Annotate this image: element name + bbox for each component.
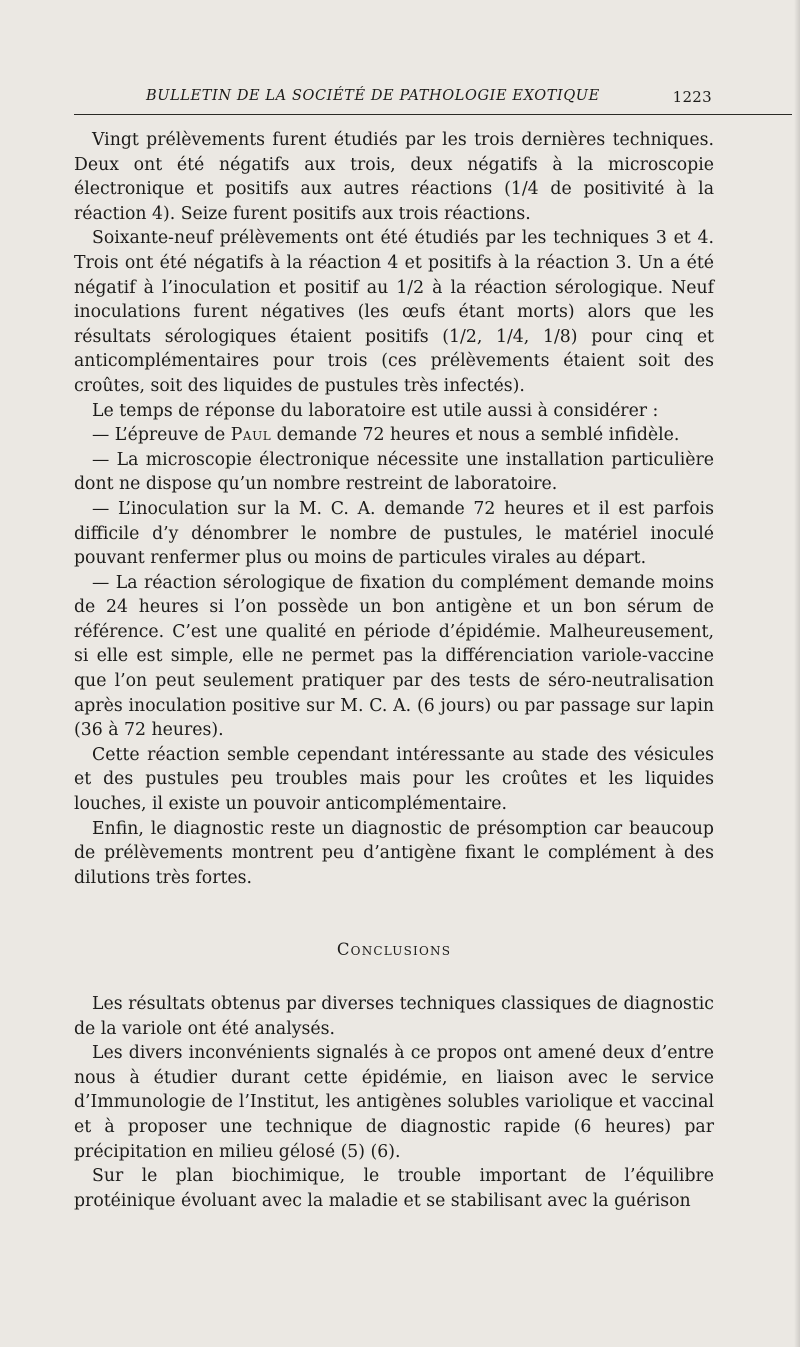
author-name-paul: Paul (230, 425, 272, 446)
paragraph: Le temps de réponse du laboratoire est utile aussi à considérer : (92, 400, 659, 421)
paul-item-prefix: — L’épreuve de (92, 425, 231, 446)
journal-title: BULLETIN DE LA SOCIÉTÉ DE PATHOLOGIE EXOTIQUE (146, 88, 600, 104)
paragraph: — L’inoculation sur la M. C. A. demande 72 heures et il est parfois difficile d’y dénombrer le nombre de pustules, le matériel inoculé pouvant renfermer plus ou moins de particules virales au départ. (74, 498, 714, 569)
body-text-upper (74, 128, 714, 890)
paragraph: Les divers inconvénients signalés à ce propos ont amené deux d’entre nous à étudier durant cette épidémie, en liaison avec le service d’Immunologie de l’Institut, les antigènes solubles variolique et vaccinal et à proposer une technique de diagnostic rapide (6 heures) par précipitation en milieu gélosé (5) (6). (74, 1043, 714, 1162)
paul-item-suffix: demande 72 heures et nous a semblé infidèle. (271, 425, 680, 446)
paragraph: Enfin, le diagnostic reste un diagnostic de présomption car beaucoup de prélèvements montrent peu d’antigène fixant le complément à des dilutions très fortes. (74, 818, 714, 888)
paragraph: — La réaction sérologique de fixation du complément demande moins de 24 heures si l’on possède un bon antigène et un bon sérum de référence. C’est une qualité en période d’épidémie. Malheureusement, si elle est simple, elle ne permet pas la différenciation variole-vaccine que l’on peut seulement pratiquer par des tests de séro-neutralisation après inoculation positive sur M. C. A. (6 jours) ou par passage sur lapin (36 à 72 heures). (74, 572, 714, 741)
header-rule (74, 114, 792, 115)
page-edge-shadow (794, 0, 800, 1347)
paragraph-paul-test (74, 423, 714, 448)
paragraph: Soixante-neuf prélèvements ont été étudiés par les techniques 3 et 4. Trois ont été négatifs à la réaction 4 et positifs à la réaction 3. Un a été négatif à l’inoculation et positif au 1/2 à la réaction sérologique. Neuf inoculations furent négatives (les œufs étant morts) alors que les résultats sérologiques étaient positifs (1/2, 1/4, 1/8) pour cinq et anticomplémentaires pour trois (ces prélèvements étaient soit des croûtes, soit des liquides de pustules très infectés). (74, 228, 714, 396)
paragraph: Sur le plan biochimique, le trouble important de l’équilibre protéinique évoluant avec la maladie et se stabilisant avec la guérison (74, 1166, 714, 1211)
paragraph: — La microscopie électronique nécessite une installation particulière dont ne dispose qu’un nombre restreint de laboratoire. (74, 449, 714, 495)
paragraph: Vingt prélèvements furent étudiés par les trois dernières techniques. Deux ont été négatifs aux trois, deux négatifs à la microscopie électronique et positifs aux autres réactions (1/4 de positivité à la réaction 4). Seize furent positifs aux trois réactions. (74, 130, 714, 224)
section-heading-conclusions: Conclusions (336, 940, 452, 959)
page-number: 1223 (672, 88, 712, 106)
running-header (74, 86, 714, 112)
paragraph: Les résultats obtenus par diverses techniques classiques de diagnostic de la variole ont été analysés. (74, 994, 714, 1039)
body-text-lower (74, 992, 714, 1213)
paragraph: Cette réaction semble cependant intéressante au stade des vésicules et des pustules peu troubles mais pour les croûtes et les liquides louches, il existe un pouvoir anticomplémentaire. (74, 744, 714, 815)
